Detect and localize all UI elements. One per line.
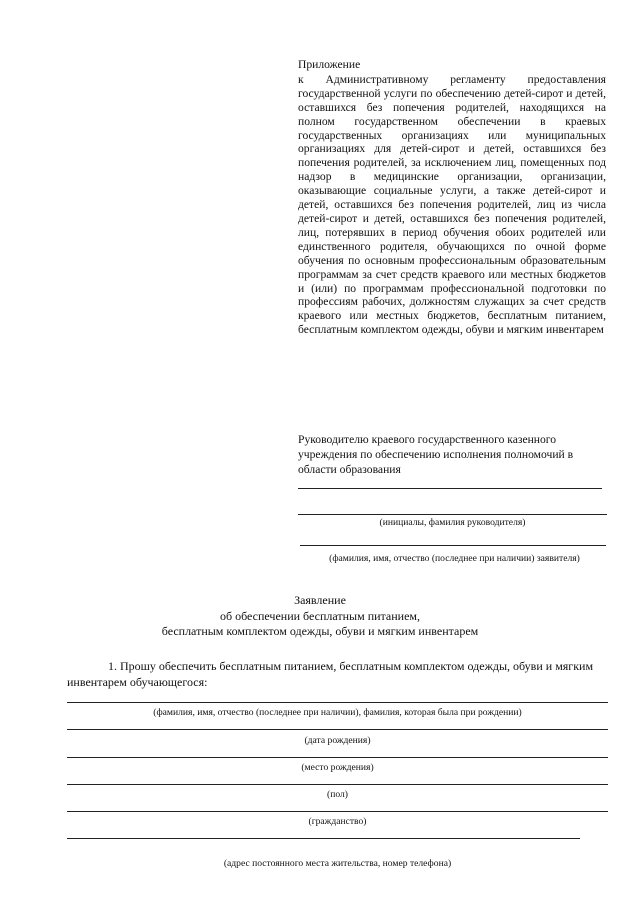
field-line-citizenship bbox=[67, 811, 608, 812]
field-caption-address: (адрес постоянного места жительства, номер телефона) bbox=[223, 858, 452, 869]
appendix-text: к Административному регламенту предоставления государственной услуги по обеспечению детей-сирот и детей, оставшихся без попечения родителей, находящихся на полном государственном обеспечении в краевых государственных организациях или муниципальных организациях для детей-сирот и детей, оставшихся без попечения родителей, за исключением лиц, помещенных под надзор в медицинские организации, организации, оказывающие социальные услуги, а также детей-сирот и детей, оставшихся без попечения родителей, лиц из числа детей-сирот и детей, оставшихся без попечения родителей, лиц, потерявших в период обучения обоих родителей или единственного родителя, обучающихся по очной форме обучения по основным профессиональным образовательным программам за счет средств краевого или местных бюджетов и (или) по программам профессиональной подготовки по профессиям рабочих, должностям служащих за счет средств краевого или местных бюджетов, бесплатным питанием, бесплатным комплектом одежды, обуви и мягким инвентарем bbox=[298, 72, 606, 337]
head-name-line bbox=[298, 514, 607, 515]
appendix-title: Приложение bbox=[298, 58, 361, 71]
field-caption-sex: (пол) bbox=[327, 789, 348, 800]
addressee-text: Руководителю краевого государственного казенного учреждения по обеспечению исполнения полномочий в области образования bbox=[298, 433, 574, 476]
request-paragraph: 1. Прошу обеспечить бесплатным питанием, бесплатным комплектом одежды, обуви и мягким инвентарем обучающегося: bbox=[67, 659, 594, 689]
field-line-sex bbox=[67, 784, 608, 785]
applicant-name-caption: (фамилия, имя, отчество (последнее при наличии) заявителя) bbox=[329, 553, 580, 564]
field-line-fullname bbox=[67, 702, 608, 703]
heading-line-3: бесплатным комплектом одежды, обуви и мягким инвентарем bbox=[161, 624, 479, 638]
addressee-blank-line bbox=[298, 488, 602, 489]
appendix-block bbox=[298, 58, 606, 337]
field-caption-birthplace: (место рождения) bbox=[301, 762, 374, 773]
head-name-caption: (инициалы, фамилия руководителя) bbox=[379, 517, 526, 528]
field-caption-fullname: (фамилия, имя, отчество (последнее при наличии), фамилия, которая была при рождении) bbox=[153, 707, 522, 718]
heading-line-2: об обеспечении бесплатным питанием, bbox=[219, 608, 421, 623]
field-line-birthplace bbox=[67, 757, 608, 758]
field-caption-citizenship: (гражданство) bbox=[308, 816, 367, 827]
applicant-name-line bbox=[300, 545, 606, 546]
field-caption-birthdate: (дата рождения) bbox=[304, 735, 371, 746]
field-line-birthdate bbox=[67, 729, 608, 730]
application-heading bbox=[140, 593, 500, 640]
field-line-address bbox=[67, 838, 580, 839]
heading-title: Заявление bbox=[294, 593, 346, 607]
